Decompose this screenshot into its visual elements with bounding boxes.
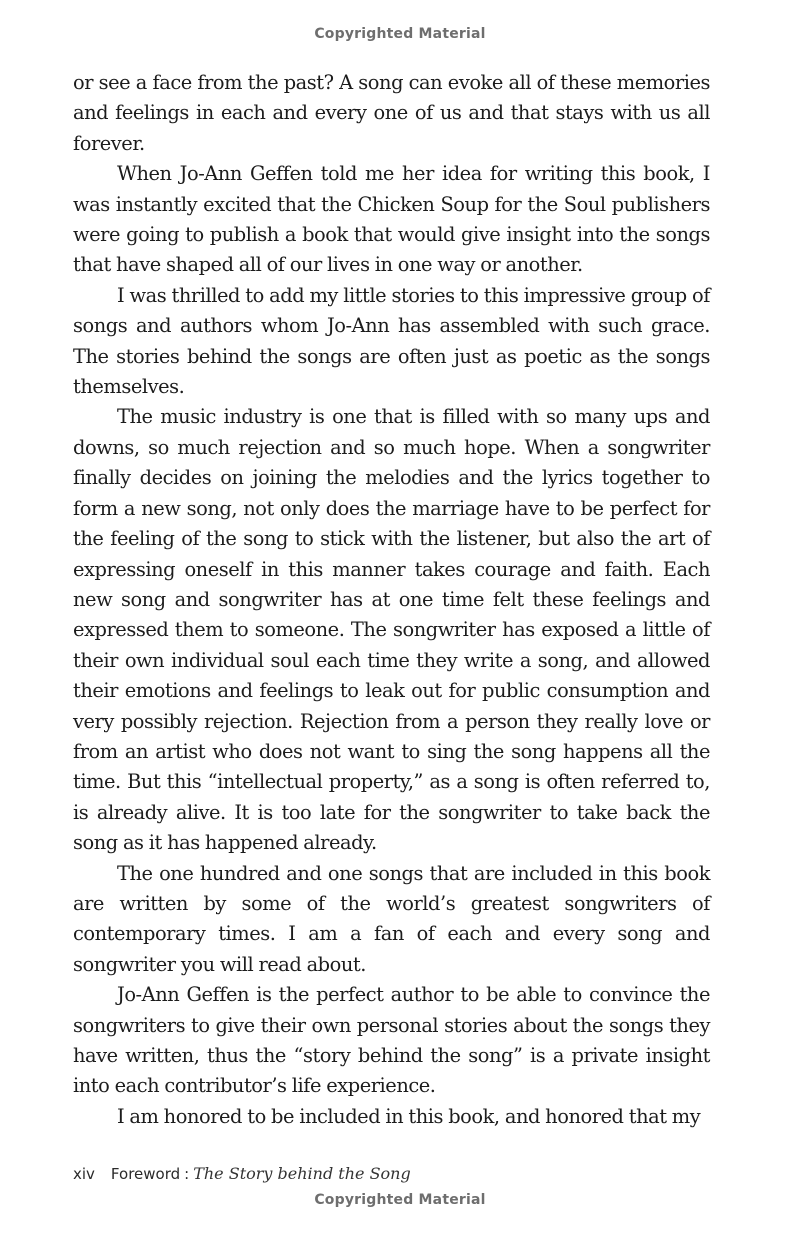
footer-separator: : [184,1165,190,1183]
paragraph: The one hundred and one songs that are included in this book are written by some of the world’s greatest songwriters of contemporary times. I am a fan of each and every song and songwriter you will read about. [73,861,710,976]
paragraph: Jo-Ann Geffen is the perfect author to be able to convince the songwriters to give their own personal stories about the songs they have written, thus the “story behind the song” is a private insight into each contributor’s life experience. [73,983,710,1098]
paragraph-continued: or see a face from the past? A song can evoke all of these memories and feelings in each and every one of us and that stays with us all forever. [73,71,710,155]
book-title: The Story behind the Song [193,1164,411,1183]
page-number: xiv [73,1165,95,1183]
paragraph: The music industry is one that is filled with so many ups and downs, so much rejection and so much hope. When a songwriter finally decides on joining the melodies and the lyrics together to form a new song, not only does the marriage have to be perfect for the feeling of the song to stick with the listener, but also the art of expressing oneself in this manner takes courage and faith. Each new song and songwriter has at one time felt these feelings and expressed them to someone. The songwriter has exposed a little of their own individual soul each time they write a song, and allowed their emotions and feelings to leak out for public consumption and very possibly rejection. Rejection from a person they really love or from an artist who does not want to sing the song happens all the time. But this “intellectual property,” as a song is often referred to, is already alive. It is too late for the songwriter to take back the song as it has happened already. [73,405,710,855]
page-body-text [73,68,710,1132]
paragraph: When Jo-Ann Geffen told me her idea for writing this book, I was instantly excited that the Chicken Soup for the Soul publishers were going to publish a book that would give insight into the songs that have shaped all of our lives in one way or another. [73,162,710,277]
copyright-watermark-bottom: Copyrighted Material [314,1192,486,1208]
copyright-watermark-top: Copyrighted Material [314,26,486,42]
running-footer [73,1164,411,1184]
paragraph: I am honored to be included in this book, and honored that my [117,1104,701,1128]
paragraph: I was thrilled to add my little stories to this impressive group of songs and authors whom Jo-Ann has assembled with such grace. The stories behind the songs are often just as poetic as the songs themselves. [73,283,710,399]
section-name: Foreword [110,1165,181,1183]
